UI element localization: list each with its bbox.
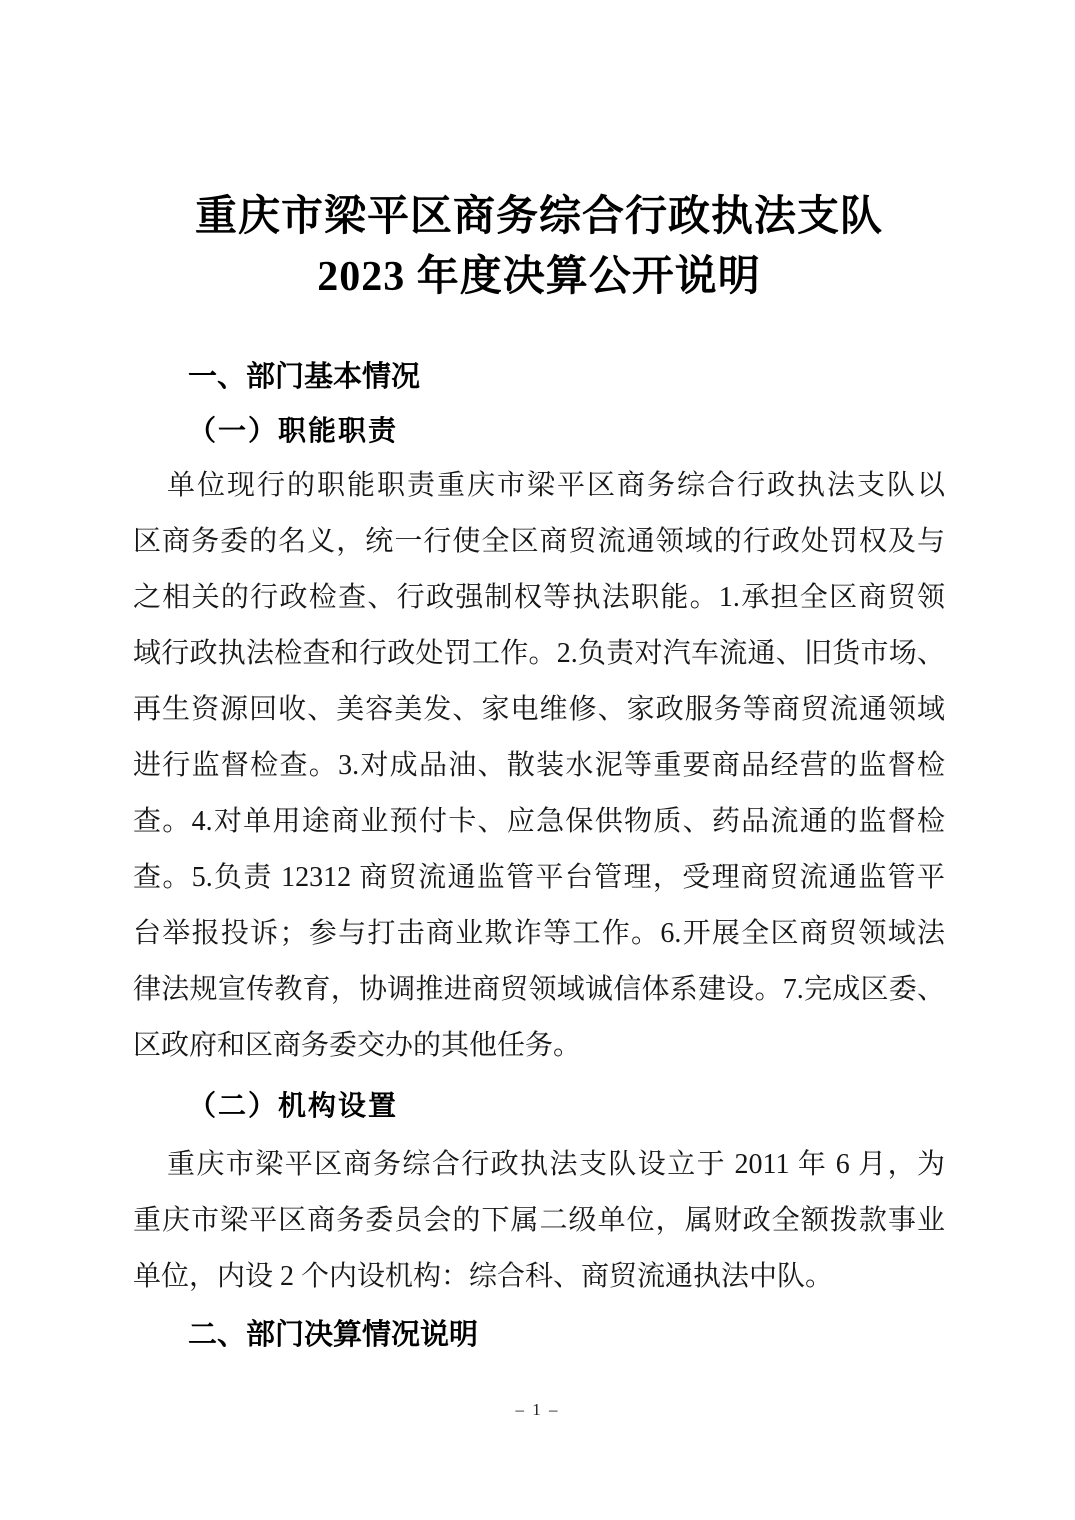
page-number: – 1 –	[515, 1400, 560, 1419]
paragraph-line: 查。5.负责 12312 商贸流通监管平台管理，受理商贸流通监管平	[133, 862, 945, 893]
subsection-heading-duties: （一）职能职责	[188, 416, 399, 447]
paragraph-line: 律法规宣传教育，协调推进商贸领域诚信体系建设。7.完成区委、	[133, 974, 945, 1005]
paragraph-line: 区商务委的名义，统一行使全区商贸流通领域的行政处罚权及与	[133, 526, 945, 557]
paragraph-line: 区政府和区商务委交办的其他任务。	[133, 1030, 582, 1061]
document-title-line-1: 重庆市梁平区商务综合行政执法支队	[194, 194, 883, 240]
paragraph-line: 台举报投诉；参与打击商业欺诈等工作。6.开展全区商贸领域法	[133, 918, 945, 949]
paragraph-organization	[133, 1137, 945, 1305]
paragraph-line: 域行政执法检查和行政处罚工作。2.负责对汽车流通、旧货市场、	[133, 638, 945, 669]
section-heading-basic-info: 一、部门基本情况	[188, 361, 421, 393]
document-title-line-2: 2023 年度决算公开说明	[317, 254, 761, 300]
paragraph-line: 之相关的行政检查、行政强制权等执法职能。1.承担全区商贸领	[133, 582, 945, 613]
paragraph-duties	[133, 458, 945, 1074]
paragraph-line: 进行监督检查。3.对成品油、散装水泥等重要商品经营的监督检	[133, 750, 945, 781]
subsection-heading-organization: （二）机构设置	[188, 1091, 399, 1122]
paragraph-line: 单位，内设 2 个内设机构：综合科、商贸流通执法中队。	[133, 1261, 834, 1292]
paragraph-line: 再生资源回收、美容美发、家电维修、家政服务等商贸流通领域	[133, 694, 945, 725]
paragraph-line: 重庆市梁平区商务委员会的下属二级单位，属财政全额拨款事业	[133, 1205, 945, 1236]
document-title	[133, 187, 945, 307]
document-content	[133, 0, 945, 1355]
section-heading-final-accounts: 二、部门决算情况说明	[188, 1319, 479, 1351]
paragraph-line: 单位现行的职能职责重庆市梁平区商务综合行政执法支队以	[167, 470, 945, 501]
paragraph-line: 查。4.对单用途商业预付卡、应急保供物质、药品流通的监督检	[133, 806, 945, 837]
paragraph-line: 重庆市梁平区商务综合行政执法支队设立于 2011 年 6 月，为	[167, 1149, 945, 1180]
